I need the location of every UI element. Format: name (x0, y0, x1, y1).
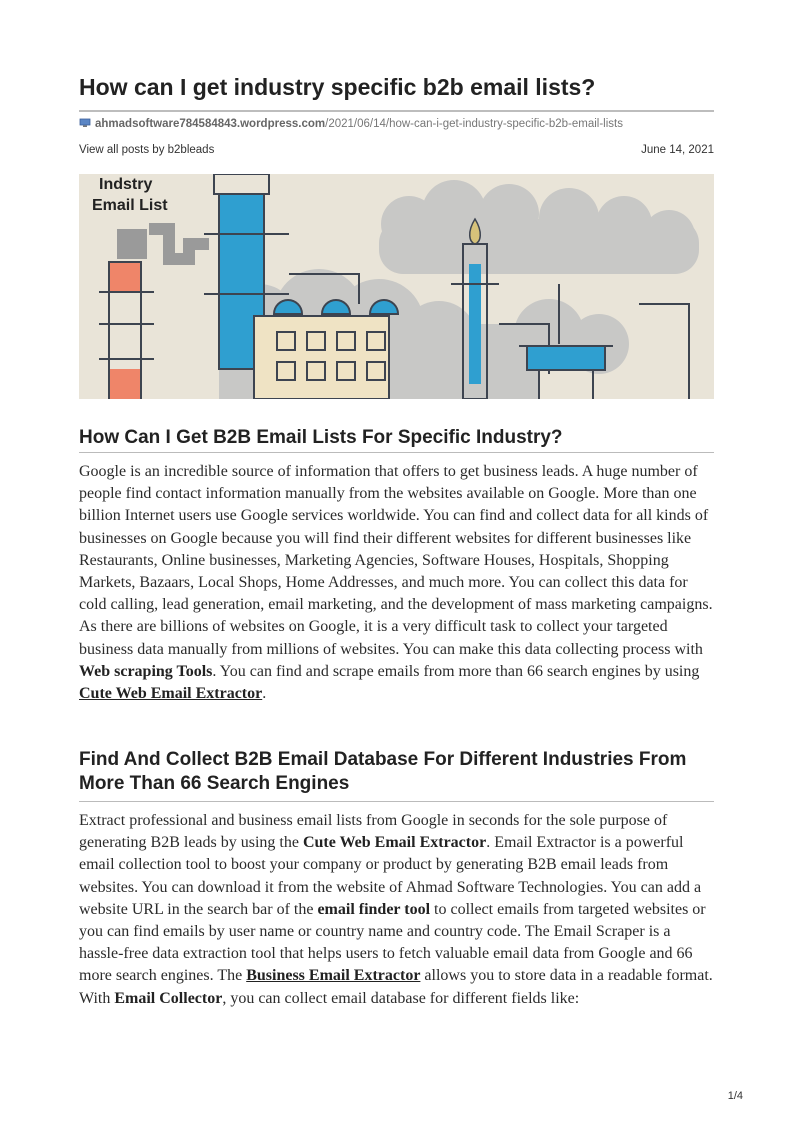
section1-paragraph: Google is an incredible source of information that offers to get business leads. A huge number of people find contact information manually from the websites available on Google. More than one billion Internet users use Google services worldwide. You can find and collect data for all kinds of businesses on Google because you will find their different websites for different businesses like Restaurants, Online businesses, Marketing Agencies, Software Houses, Hospitals, Shopping Markets, Bazaars, Local Shops, Home Addresses, and much more. You can collect this data for cold calling, lead generation, email marketing, and the development of mass marketing campaigns. As there are billions of websites on Google, it is a very difficult task to collect your targeted business data manually from millions of websites. You can make this data collecting process with Web scraping Tools. You can find and scrape emails from more than 66 search engines by using Cute Web Email Extractor. (79, 463, 713, 703)
section2-heading: Find And Collect B2B Email Database For Different Industries From More Than 66 Search Engines (79, 749, 687, 794)
hero-illustration (79, 174, 714, 399)
hero-label-line2: Email List (92, 197, 168, 214)
section2-divider (79, 801, 714, 802)
section1-divider (79, 452, 714, 453)
page-title: How can I get industry specific b2b email lists? (79, 74, 596, 100)
source-site[interactable]: ahmadsoftware784584843.wordpress.com (95, 118, 326, 130)
post-date: June 14, 2021 (641, 144, 714, 156)
section1-heading: How Can I Get B2B Email Lists For Specific Industry? (79, 427, 563, 448)
title-divider (79, 110, 714, 112)
cute-email-extractor-link[interactable]: Cute Web Email Extractor (79, 685, 263, 703)
section2-paragraph: Extract professional and business email lists from Google in seconds for the sole purpose of generating B2B leads by using the Cute Web Email Extractor. Email Extractor is a powerful email collection tool to boost your company or product by generating B2B email leads from websites. You can download it from the website of Ahmad Software Technologies. You can add a website URL in the search bar of the email finder tool to collect emails from targeted websites or you can find emails by user name or country name and country code. The Email Scraper is a hassle-free data extraction tool that helps users to fetch valuable email data from Google and 66 more search engines. The Business Email Extractor allows you to store data in a readable format. With Email Collector, you can collect email database for different fields like: (79, 812, 713, 1007)
factory-building (254, 300, 398, 399)
monitor-icon (79, 118, 91, 128)
page-number: 1/4 (727, 1090, 743, 1102)
business-email-extractor-link[interactable]: Business Email Extractor (246, 967, 421, 985)
source-path[interactable]: /2021/06/14/how-can-i-get-industry-specific-b2b-email-lists (325, 118, 623, 130)
bold-web-scraping: Web scraping Tools (79, 662, 213, 680)
post-meta (79, 144, 714, 156)
hero-label-line1: Indstry (99, 176, 153, 193)
author-link[interactable]: View all posts by b2bleads (79, 144, 215, 156)
source-url[interactable] (79, 118, 714, 130)
factory-illustration (79, 174, 714, 399)
